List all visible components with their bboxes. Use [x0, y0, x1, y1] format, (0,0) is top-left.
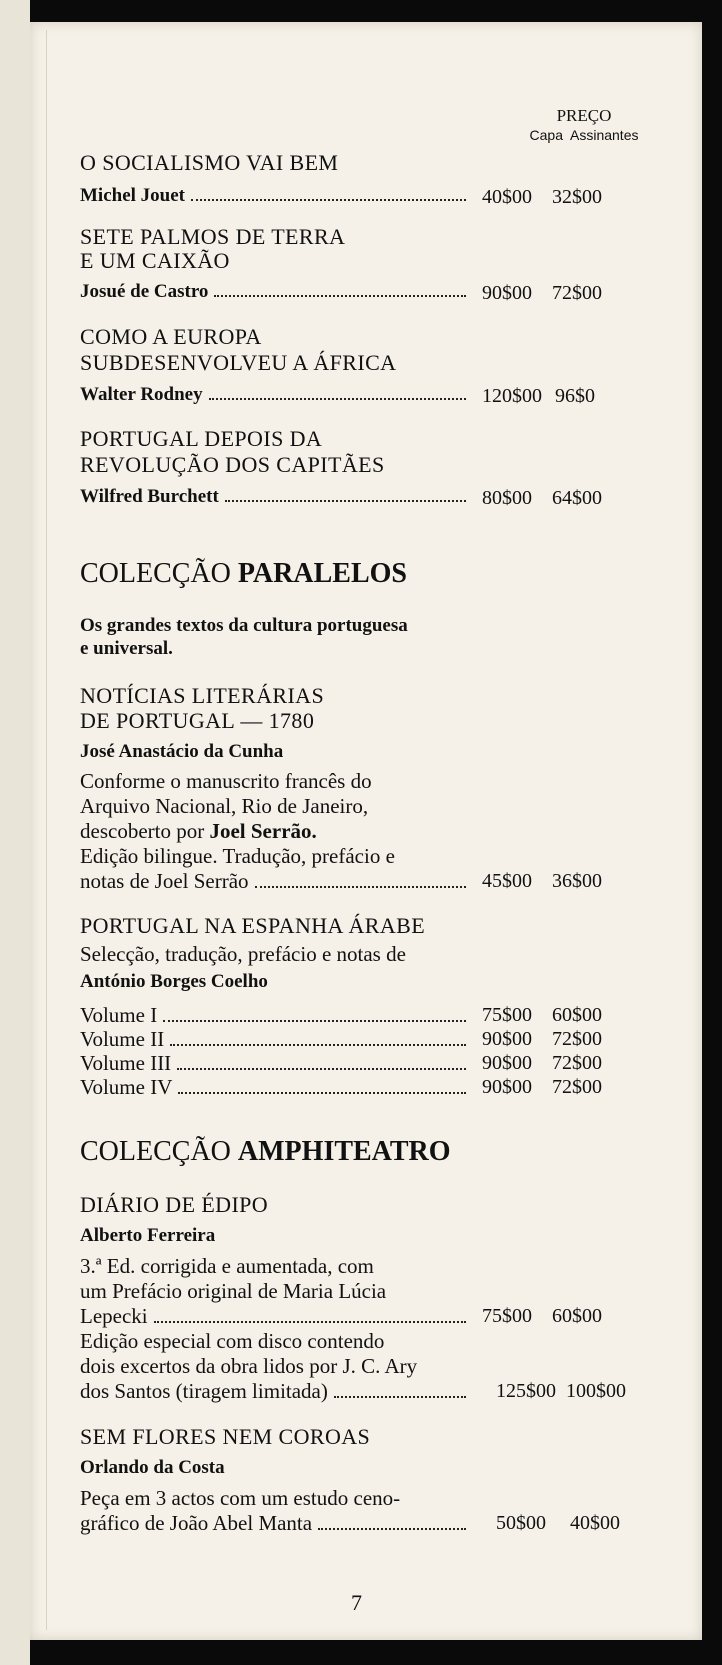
collection-heading-name: PARALELOS — [237, 558, 407, 589]
book-author: Walter Rodney — [80, 384, 203, 405]
collection-heading-prefix: COLECÇÃO — [80, 1136, 238, 1167]
price-capa: 45$00 — [482, 870, 532, 892]
book-note: Conforme o manuscrito francês do — [80, 769, 372, 793]
price-capa: 80$00 — [482, 487, 532, 509]
leader-dots — [334, 1396, 466, 1398]
price-capa: 90$00 — [482, 1052, 532, 1074]
book-note: Edição bilingue. Tradução, prefácio e — [80, 844, 395, 868]
note-line — [80, 869, 474, 894]
leader-dots — [225, 500, 466, 502]
book-title: SUBDESENVOLVEU A ÁFRICA — [80, 350, 397, 375]
price-columns-header: Capa Assinantes — [529, 127, 639, 143]
author-line — [80, 486, 474, 508]
price-assinantes: 60$00 — [552, 1305, 602, 1327]
price-capa: 75$00 — [482, 1004, 532, 1026]
book-title: COMO A EUROPA — [80, 324, 262, 349]
volume-label: Volume III — [80, 1051, 172, 1075]
book-author: Josué de Castro — [80, 281, 209, 302]
leader-dots — [170, 1044, 466, 1046]
price-assinantes: 72$00 — [552, 282, 602, 304]
volume-label: Volume IV — [80, 1075, 173, 1099]
price-capa: 90$00 — [482, 282, 532, 304]
volume-label: Volume II — [80, 1027, 165, 1051]
book-author: António Borges Coelho — [80, 971, 268, 992]
price-assinantes: 60$00 — [552, 1004, 602, 1026]
price-capa: 120$00 — [482, 385, 542, 407]
book-title: REVOLUÇÃO DOS CAPITÃES — [80, 452, 385, 477]
page-fold-line — [46, 30, 47, 1630]
price-assinantes: 96$0 — [555, 385, 595, 407]
author-line — [80, 384, 474, 406]
note-line — [80, 1511, 474, 1536]
note-line — [80, 1379, 474, 1404]
leader-dots — [209, 398, 466, 400]
book-note: dos Santos (tiragem limitada) — [80, 1379, 328, 1403]
scan-left-edge — [0, 0, 30, 1665]
book-title: NOTÍCIAS LITERÁRIAS — [80, 683, 325, 708]
book-author: Alberto Ferreira — [80, 1225, 216, 1246]
note-line — [80, 1304, 474, 1329]
leader-dots — [318, 1528, 466, 1530]
book-note: Edição especial com disco contendo — [80, 1329, 385, 1353]
book-note-name: Joel Serrão. — [209, 819, 317, 843]
book-note: 3.ª Ed. corrigida e aumentada, com — [80, 1254, 374, 1278]
price-assinantes: 32$00 — [552, 186, 602, 208]
book-note: notas de Joel Serrão — [80, 869, 249, 893]
book-title: DE PORTUGAL — 1780 — [80, 708, 315, 733]
book-note: Peça em 3 actos com um estudo ceno- — [80, 1486, 401, 1510]
price-assinantes: 40$00 — [570, 1512, 620, 1534]
volume-row — [80, 1027, 474, 1052]
collection-heading — [80, 558, 407, 590]
price-capa: 75$00 — [482, 1305, 532, 1327]
leader-dots — [178, 1092, 466, 1094]
collection-description: e universal. — [80, 638, 173, 659]
leader-dots — [191, 199, 466, 201]
book-title: SEM FLORES NEM COROAS — [80, 1424, 371, 1449]
volume-row — [80, 1075, 474, 1100]
price-capa: 90$00 — [482, 1028, 532, 1050]
price-capa: 40$00 — [482, 186, 532, 208]
book-note: dois excertos da obra lidos por J. C. Ary — [80, 1354, 418, 1378]
book-title: PORTUGAL DEPOIS DA — [80, 426, 323, 451]
book-author: Wilfred Burchett — [80, 486, 219, 507]
book-author: José Anastácio da Cunha — [80, 741, 284, 762]
book-note: Lepecki — [80, 1304, 148, 1328]
book-note: Arquivo Nacional, Rio de Janeiro, — [80, 794, 369, 818]
author-line — [80, 185, 474, 207]
price-capa: 50$00 — [496, 1512, 546, 1534]
book-note — [80, 819, 317, 844]
price-capa: 125$00 — [496, 1380, 556, 1402]
book-note: um Prefácio original de Maria Lúcia — [80, 1279, 387, 1303]
book-title: E UM CAIXÃO — [80, 248, 230, 273]
collection-heading-name: AMPHITEATRO — [237, 1136, 451, 1167]
book-title: DIÁRIO DE ÉDIPO — [80, 1192, 269, 1217]
price-assinantes: 100$00 — [566, 1380, 626, 1402]
leader-dots — [154, 1321, 466, 1323]
volume-label: Volume I — [80, 1003, 158, 1027]
author-line — [80, 281, 474, 303]
volume-row — [80, 1003, 474, 1028]
book-title: SETE PALMOS DE TERRA — [80, 224, 346, 249]
book-author: Orlando da Costa — [80, 1457, 225, 1478]
collection-heading-prefix: COLECÇÃO — [80, 558, 238, 589]
price-assinantes: 64$00 — [552, 487, 602, 509]
price-assinantes: 36$00 — [552, 870, 602, 892]
book-title: PORTUGAL NA ESPANHA ÁRABE — [80, 913, 426, 938]
leader-dots — [163, 1020, 466, 1022]
price-assinantes: 72$00 — [552, 1076, 602, 1098]
leader-dots — [214, 295, 466, 297]
collection-heading — [80, 1136, 451, 1168]
page-number: 7 — [351, 1590, 362, 1615]
book-title: O SOCIALISMO VAI BEM — [80, 150, 339, 175]
leader-dots — [177, 1068, 466, 1070]
price-assinantes: 72$00 — [552, 1052, 602, 1074]
price-assinantes: 72$00 — [552, 1028, 602, 1050]
price-header: PREÇO — [556, 106, 612, 125]
book-note: Selecção, tradução, prefácio e notas de — [80, 942, 406, 966]
book-note: gráfico de João Abel Manta — [80, 1511, 313, 1535]
book-note-text: descoberto por — [80, 819, 210, 843]
collection-description: Os grandes textos da cultura portuguesa — [80, 615, 408, 636]
volume-row — [80, 1051, 474, 1076]
book-author: Michel Jouet — [80, 185, 186, 206]
leader-dots — [255, 886, 466, 888]
price-capa: 90$00 — [482, 1076, 532, 1098]
scan-top-border — [0, 0, 722, 22]
